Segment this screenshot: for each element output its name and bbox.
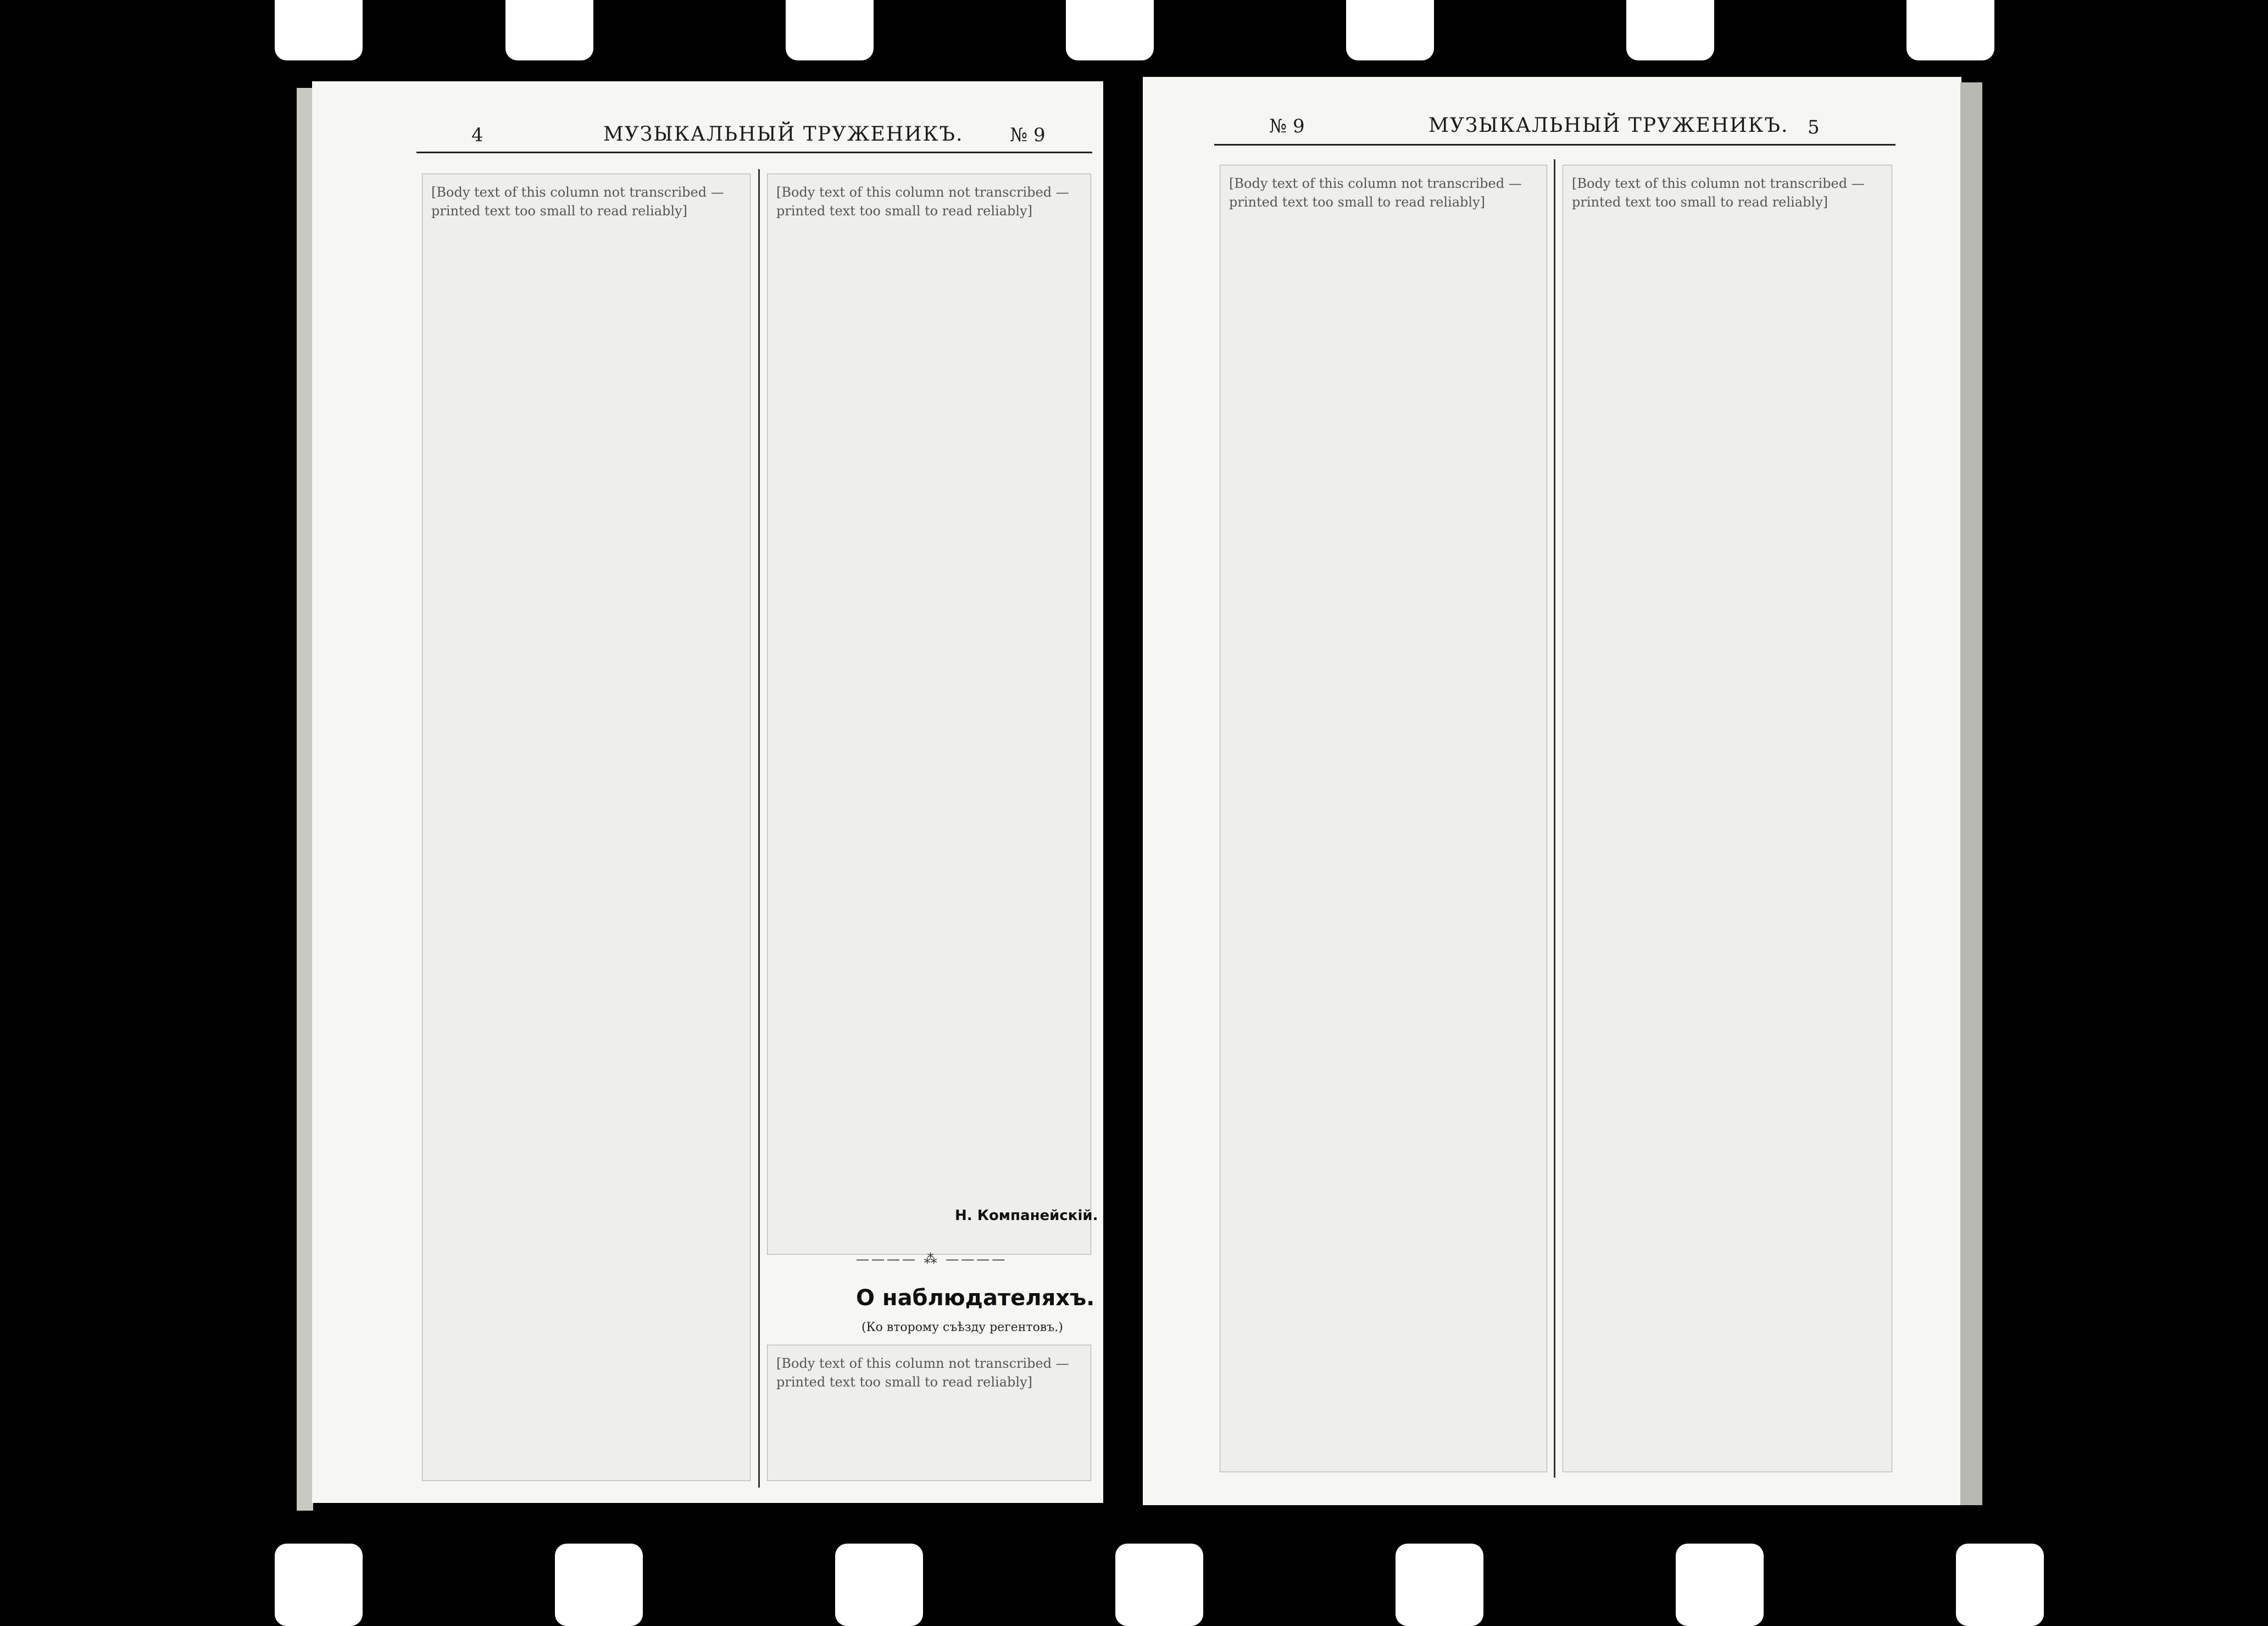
film-sprocket-hole [835,1544,923,1626]
untranscribed-text-note: [Body text of this column not transcribed — printed text too small to read reliably] [1572,176,1865,210]
book-page-edge [1960,82,1982,1505]
author-signature: Н. Компанейскiй. [955,1207,1098,1224]
left-page [312,81,1103,1503]
article-subtitle: (Ко второму съѣзду регентовъ.) [861,1321,1063,1334]
film-sprocket-hole [1626,0,1714,60]
column-rule [758,169,760,1488]
left-page-column-2-article-start [767,1345,1091,1481]
right-page [1143,77,1961,1505]
film-sprocket-hole [786,0,874,60]
film-sprocket-hole [555,1544,643,1626]
untranscribed-text-note: [Body text of this column not transcribed — printed text too small to read reliably] [776,185,1069,219]
header-rule [1214,144,1895,146]
column-rule [1554,159,1555,1478]
untranscribed-text-note: [Body text of this column not transcribed — printed text too small to read reliably] [776,1356,1069,1390]
header-rule [416,152,1092,153]
issue-number: № 9 [1269,115,1305,137]
film-sprocket-hole [1956,1544,2044,1626]
section-ornament: ———— ⁂ ———— [856,1251,1008,1267]
untranscribed-text-note: [Body text of this column not transcribed — printed text too small to read reliably] [1229,176,1522,210]
film-sprocket-hole [275,0,363,60]
left-page-column-1 [422,174,751,1481]
film-sprocket-hole [1676,1544,1764,1626]
right-page-column-2 [1563,165,1892,1472]
book-page-edge [297,88,313,1511]
film-sprocket-hole [1115,1544,1203,1626]
running-head: МУЗЫКАЛЬНЫЙ ТРУЖЕНИКЪ. [603,123,964,146]
untranscribed-text-note: [Body text of this column not transcribed — printed text too small to read reliably] [431,185,724,219]
article-title: О наблюдателяхъ. [856,1285,1095,1311]
right-page-column-1 [1220,165,1547,1472]
page-number: 4 [471,124,483,146]
film-sprocket-hole [275,1544,363,1626]
film-sprocket-hole [1066,0,1154,60]
left-page-column-2 [767,174,1091,1255]
film-sprocket-hole [1906,0,1994,60]
film-sprocket-hole [505,0,593,60]
film-sprocket-hole [1396,1544,1483,1626]
running-head: МУЗЫКАЛЬНЫЙ ТРУЖЕНИКЪ. [1428,114,1789,137]
film-sprocket-hole [1346,0,1434,60]
page-number: 5 [1808,116,1820,138]
issue-number: № 9 [1010,124,1046,146]
